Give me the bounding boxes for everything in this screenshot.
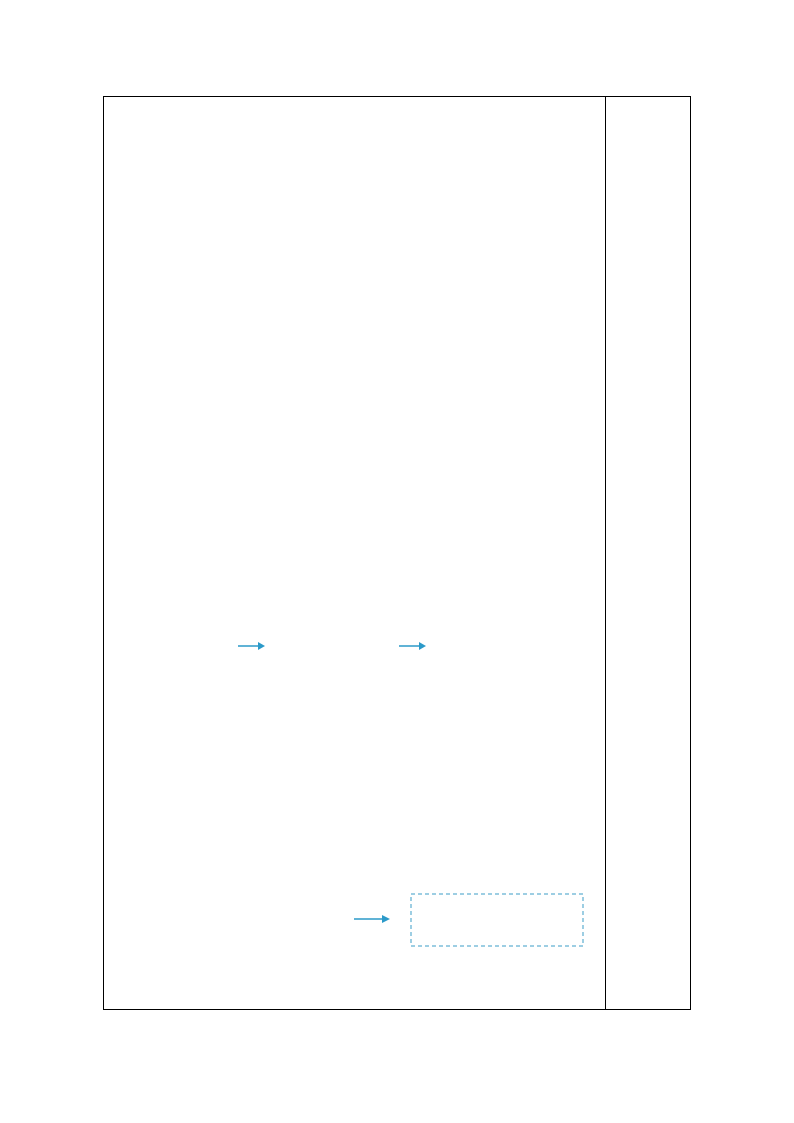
arrow-1 [236,640,266,652]
dashed-rectangle [410,893,584,947]
arrow-2 [397,640,427,652]
rect-arrow [352,913,392,925]
